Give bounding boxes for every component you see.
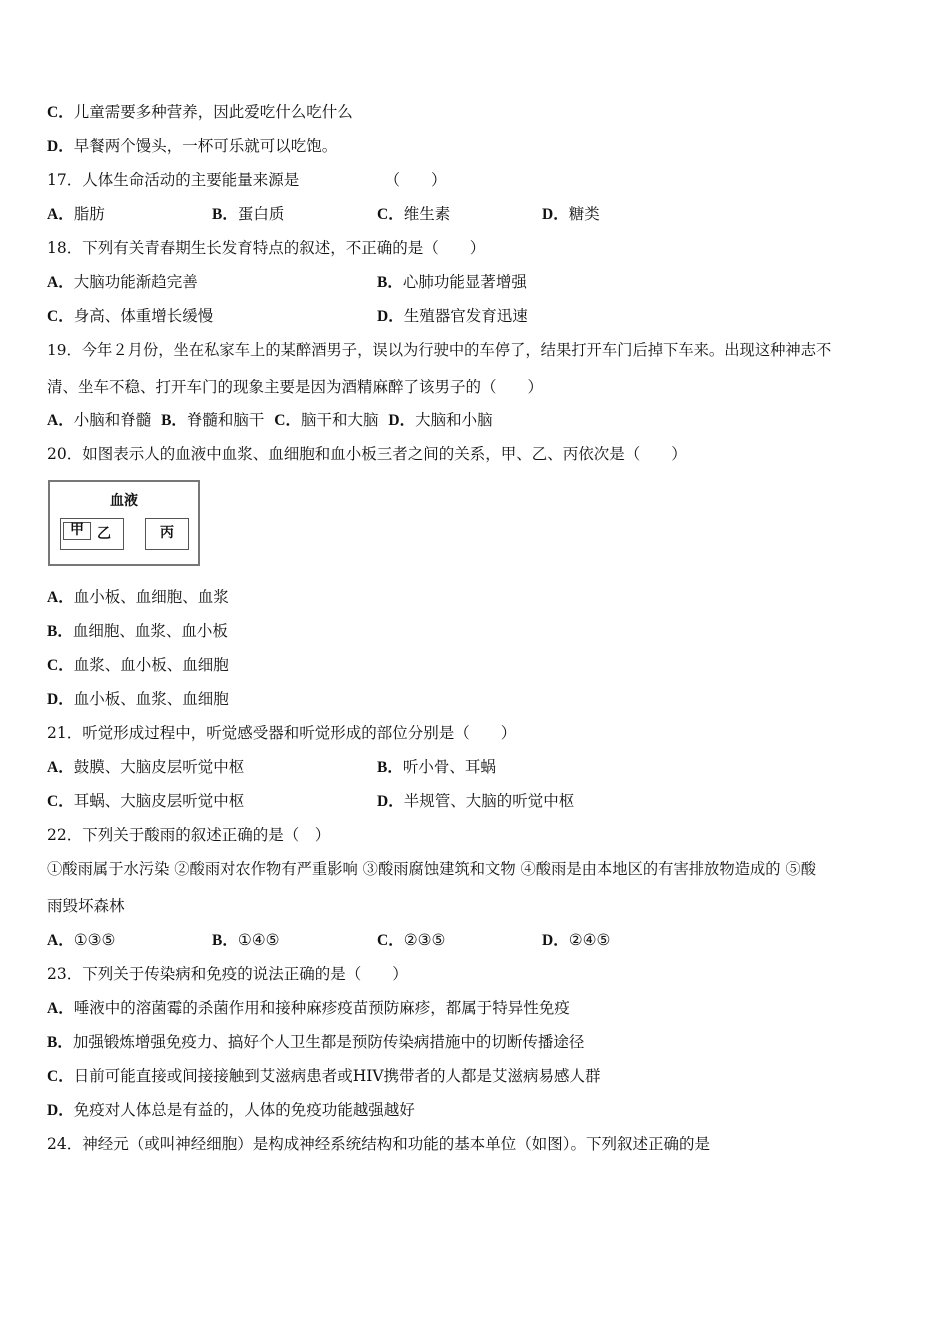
q17-option-b: B．蛋白质 xyxy=(212,205,285,223)
q17-option-d: D．糖类 xyxy=(542,205,600,223)
diagram-box-jia-yi xyxy=(60,518,124,550)
q17-option-a: A．脂肪 xyxy=(47,205,105,223)
q16-option-c: C．儿童需要多种营养，因此爱吃什么吃什么 xyxy=(47,103,353,121)
q18-option-b: B．心肺功能显著增强 xyxy=(377,273,527,291)
q21-option-c: C．耳蜗、大脑皮层听觉中枢 xyxy=(47,792,245,810)
blood-diagram xyxy=(48,480,200,566)
q21-option-d: D．半规管、大脑的听觉中枢 xyxy=(377,792,575,810)
q19-options: A．小脑和脊髓 B．脊髓和脑干 C．脑干和大脑 D．大脑和小脑 xyxy=(47,411,493,429)
q22-option-b: B．①④⑤ xyxy=(212,931,280,949)
q17-option-c: C．维生素 xyxy=(377,205,451,223)
diagram-label-jia: 甲 xyxy=(63,522,91,540)
q24-stem: 24．神经元（或叫神经细胞）是构成神经系统结构和功能的基本单位（如图）。下列叙述正确的是 xyxy=(47,1135,710,1153)
q22-stem: 22．下列关于酸雨的叙述正确的是（ ） xyxy=(47,826,331,844)
q20-stem: 20．如图表示人的血液中血浆、血细胞和血小板三者之间的关系，甲、乙、丙依次是（ ） xyxy=(47,445,687,463)
q23-option-d: D．免疫对人体总是有益的，人体的免疫功能越强越好 xyxy=(47,1101,415,1119)
q22-option-a: A．①③⑤ xyxy=(47,931,116,949)
q21-option-b: B．听小骨、耳蜗 xyxy=(377,758,496,776)
q23-option-c: C．日前可能直接或间接接触到艾滋病患者或HIV携带者的人都是艾滋病易感人群 xyxy=(47,1067,601,1085)
q18-option-c: C．身高、体重增长缓慢 xyxy=(47,307,214,325)
q22-option-c: C．②③⑤ xyxy=(377,931,446,949)
q19-stem-line1: 19．今年２月份，坐在私家车上的某醉酒男子，误以为行驶中的车停了，结果打开车门后掉下车来。出现这种神志不 xyxy=(47,341,832,359)
q19-stem-line2: 清、坐车不稳、打开车门的现象主要是因为酒精麻醉了该男子的（ ） xyxy=(47,378,544,396)
diagram-label-yi: 乙 xyxy=(97,526,111,542)
diagram-label-blood: 血液 xyxy=(110,493,138,509)
q16-option-d: D．早餐两个馒头，一杯可乐就可以吃饱。 xyxy=(47,137,338,155)
q22-statements-line2: 雨毁坏森林 xyxy=(47,897,125,915)
q20-option-d: D．血小板、血浆、血细胞 xyxy=(47,690,229,708)
q23-option-a: A．唾液中的溶菌霉的杀菌作用和接种麻疹疫苗预防麻疹，都属于特异性免疫 xyxy=(47,999,570,1017)
q17-stem: 17．人体生命活动的主要能量来源是 （ ） xyxy=(47,171,447,189)
diagram-label-bing: 丙 xyxy=(145,518,189,550)
q20-option-a: A．血小板、血细胞、血浆 xyxy=(47,588,229,606)
q23-stem: 23．下列关于传染病和免疫的说法正确的是（ ） xyxy=(47,965,408,983)
q22-statements-line1: ①酸雨属于水污染 ②酸雨对农作物有严重影响 ③酸雨腐蚀建筑和文物 ④酸雨是由本地区的有害排放物造成的 ⑤酸 xyxy=(47,860,816,878)
q23-option-b: B．加强锻炼增强免疫力、搞好个人卫生都是预防传染病措施中的切断传播途径 xyxy=(47,1033,585,1051)
q21-option-a: A．鼓膜、大脑皮层听觉中枢 xyxy=(47,758,245,776)
q21-stem: 21．听觉形成过程中，听觉感受器和听觉形成的部位分别是（ ） xyxy=(47,724,517,742)
q18-option-a: A．大脑功能渐趋完善 xyxy=(47,273,198,291)
q18-option-d: D．生殖器官发育迅速 xyxy=(377,307,528,325)
q20-option-b: B．血细胞、血浆、血小板 xyxy=(47,622,228,640)
q18-stem: 18．下列有关青春期生长发育特点的叙述，不正确的是（ ） xyxy=(47,239,486,257)
q20-option-c: C．血浆、血小板、血细胞 xyxy=(47,656,229,674)
q22-option-d: D．②④⑤ xyxy=(542,931,611,949)
